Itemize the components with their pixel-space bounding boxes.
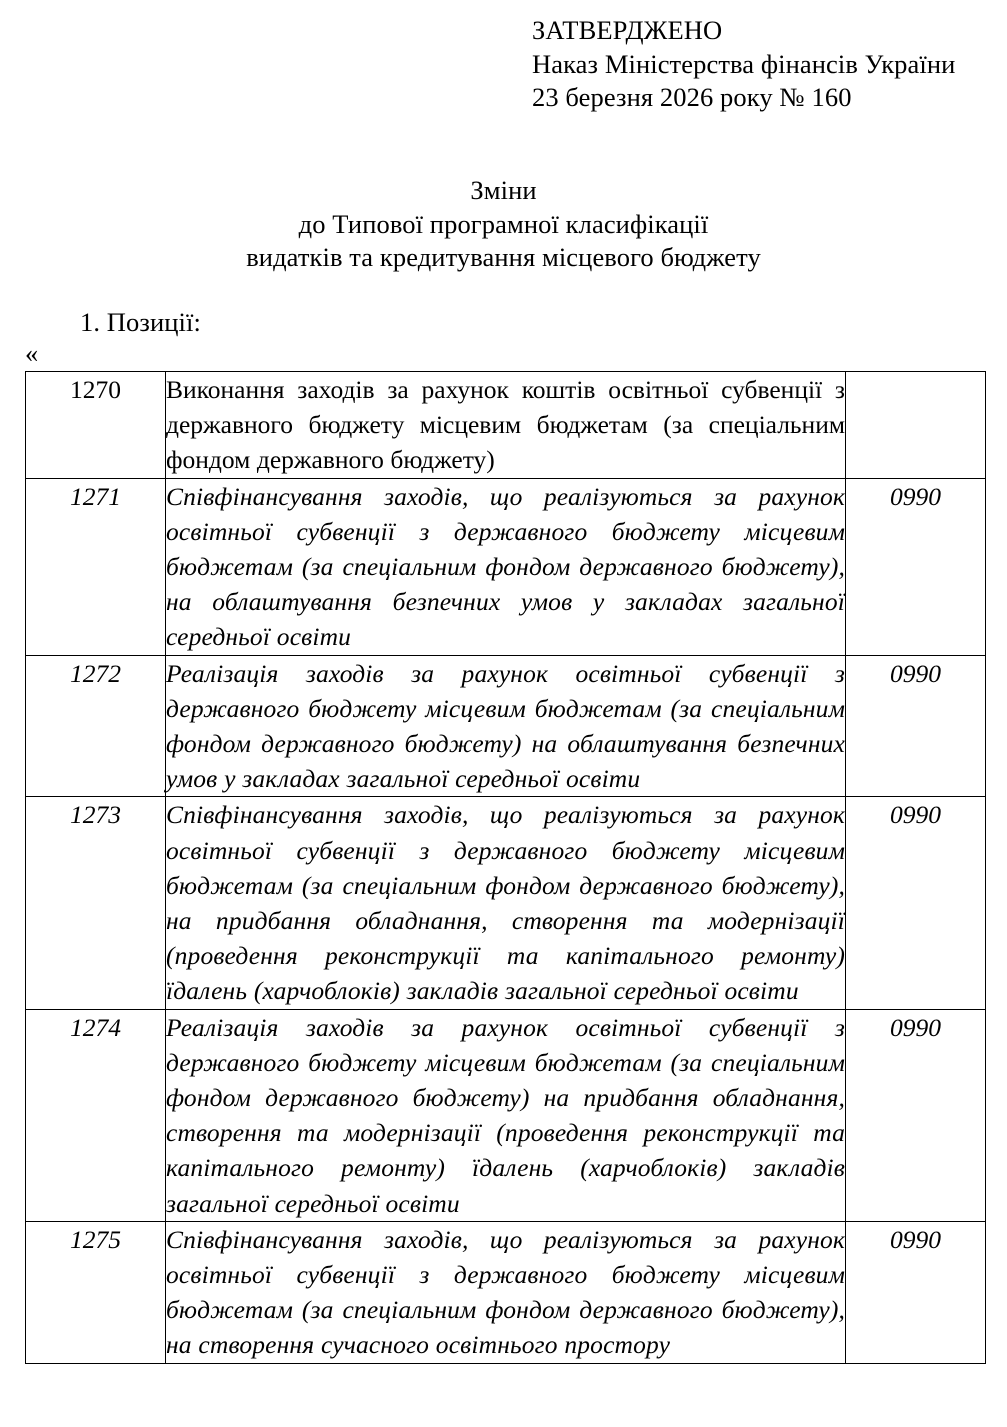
cell-program-code: 1274 (26, 1009, 166, 1221)
cell-program-name: Співфінансування заходів, що реалізуються за рахунок освітньої субвенції з державного бюджету місцевим бюджетам (за спеціальним фондом державного бюджету), на створення сучасного освітнього простору (166, 1221, 846, 1363)
cell-function-code: 0990 (846, 478, 986, 655)
cell-program-code: 1275 (26, 1221, 166, 1363)
table-row (26, 1221, 986, 1363)
doc-title-line-1: Зміни (470, 175, 537, 205)
table-row (26, 478, 986, 655)
cell-program-name: Виконання заходів за рахунок коштів освітньої субвенції з державного бюджету місцевим бюджетам (за спеціальним фондом державного бюджету) (166, 372, 846, 479)
opening-guillemet: « (25, 338, 39, 368)
approval-line-order-date-number: 23 березня 2026 року № 160 (532, 82, 852, 112)
approval-line-authority: Наказ Міністерства фінансів України (532, 48, 956, 79)
section-heading: 1. Позиції: (80, 307, 201, 337)
cell-function-code (846, 372, 986, 479)
cell-program-code: 1272 (26, 655, 166, 797)
cell-function-code: 0990 (846, 1009, 986, 1221)
positions-table-body (26, 372, 986, 1364)
cell-program-code: 1273 (26, 797, 166, 1009)
cell-program-name: Співфінансування заходів, що реалізуються за рахунок освітньої субвенції з державного бюджету місцевим бюджетам (за спеціальним фондом державного бюджету), на облаштування безпечних умов у закладах загальної середньої освіти (166, 478, 846, 655)
cell-program-name: Реалізація заходів за рахунок освітньої субвенції з державного бюджету місцевим бюджетам (за спеціальним фондом державного бюджету) на придбання обладнання, створення та модернізації (проведення реконструкції та капітального ремонту) їдалень (харчоблоків) закладів загальної середньої освіти (166, 1009, 846, 1221)
cell-program-code: 1271 (26, 478, 166, 655)
approval-line-stamp: ЗАТВЕРДЖЕНО (532, 15, 723, 45)
cell-program-name: Реалізація заходів за рахунок освітньої субвенції з державного бюджету місцевим бюджетам (за спеціальним фондом державного бюджету) на облаштування безпечних умов у закладах загальної середньої освіти (166, 655, 846, 797)
page-title (0, 174, 1007, 275)
table-row (26, 655, 986, 797)
cell-program-name: Співфінансування заходів, що реалізуються за рахунок освітньої субвенції з державного бюджету місцевим бюджетам (за спеціальним фондом державного бюджету), на придбання обладнання, створення та модернізації (проведення реконструкції та капітального ремонту) їдалень (харчоблоків) закладів загальної середньої освіти (166, 797, 846, 1009)
table-row (26, 1009, 986, 1221)
cell-function-code: 0990 (846, 797, 986, 1009)
table-row (26, 797, 986, 1009)
doc-title-line-3: видатків та кредитування місцевого бюджету (246, 242, 761, 272)
doc-title-line-2: до Типової програмної класифікації (298, 208, 709, 239)
cell-function-code: 0990 (846, 655, 986, 797)
cell-program-code: 1270 (26, 372, 166, 479)
cell-function-code: 0990 (846, 1221, 986, 1363)
table-row (26, 372, 986, 479)
approval-block (532, 14, 1002, 115)
positions-table (25, 371, 986, 1364)
